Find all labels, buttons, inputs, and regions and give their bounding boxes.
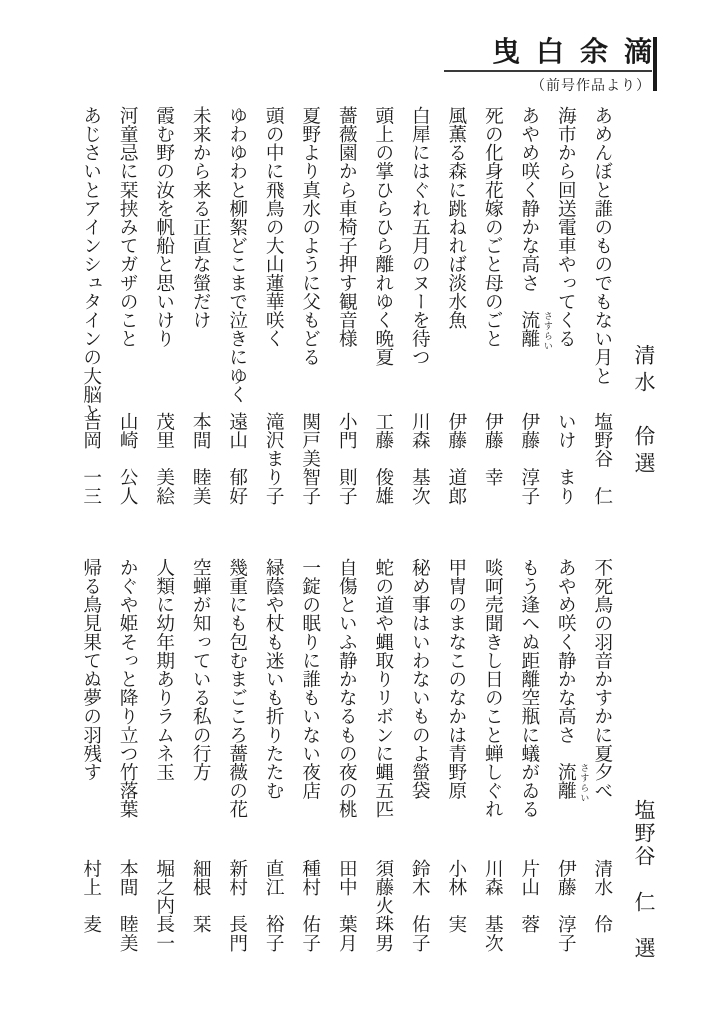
poem-entry xyxy=(520,558,540,1008)
poem-section-shionoya-jin xyxy=(65,558,655,1008)
poem-entry xyxy=(593,106,613,576)
poem-text: 頭上の掌ひらひら離れゆく晩夏 xyxy=(373,106,395,367)
poem-entry xyxy=(119,558,139,1008)
poem-author: 川森 基次 xyxy=(483,859,505,952)
poem-author: 遠山 郁好 xyxy=(227,412,249,505)
selector-name: 塩野谷 仁 選 xyxy=(632,799,655,960)
poem-author: 須藤火珠男 xyxy=(373,859,395,952)
poem-entry xyxy=(411,558,431,1008)
poem-text: あめんぼと誰のものでもない月と xyxy=(592,106,614,385)
poem-text: 薔薇園から車椅子押す観音様 xyxy=(337,106,359,348)
poem-author: 片山 蓉 xyxy=(519,859,541,934)
poem-entry xyxy=(301,106,321,576)
poem-author: 小門 則子 xyxy=(337,412,359,505)
furigana-text: さすらい xyxy=(579,763,590,803)
poem-text: 河童忌に栞挟みてガザのこと xyxy=(118,106,140,348)
poem-entry xyxy=(557,106,577,576)
poem-text: 啖呵売聞きし日のこと蝉しぐれ xyxy=(483,558,505,819)
poem-text: 帰る鳥見果てぬ夢の羽残す xyxy=(81,558,103,782)
poem-text: 秘め事はいわないものよ螢袋 xyxy=(410,558,432,800)
poem-text: 空蝉が知っている私の行方 xyxy=(191,558,213,782)
poem-author: 関戸美智子 xyxy=(300,412,322,505)
poem-text: 幾重にも包むまごころ薔薇の花 xyxy=(227,558,249,819)
poem-entry xyxy=(82,106,102,576)
poem-text: 頭の中に飛鳥の大山蓮華咲く xyxy=(264,106,286,348)
poem-author: 伊藤 淳子 xyxy=(556,859,578,952)
poem-author: 田中 葉月 xyxy=(337,859,359,952)
poem-text: 未来から来る正直な螢だけ xyxy=(191,106,213,330)
page-subtitle: （前号作品より） xyxy=(531,79,651,95)
poem-entry xyxy=(556,558,590,1008)
poem-text: 死の化身花嫁のごと母のごと xyxy=(483,106,505,348)
poem-entry xyxy=(484,106,504,576)
page-title: 曳白余滴 xyxy=(491,36,668,67)
poem-author: 伊藤 幸 xyxy=(483,412,505,487)
title-underline-rule xyxy=(444,70,652,72)
poem-text: 甲冑のまなこのなかは青野原 xyxy=(446,558,468,800)
poem-author: 種村 佑子 xyxy=(300,859,322,952)
poem-author: 吉岡 一三 xyxy=(81,412,103,505)
poem-text: 白犀にはぐれ五月のヌーを待つ xyxy=(410,106,432,367)
poem-text: あやめ咲く静かな高さ 流離 xyxy=(519,106,541,348)
selector-name: 清水 伶選 xyxy=(632,344,655,479)
poem-entry xyxy=(301,558,321,1008)
poem-author: いけ まり xyxy=(556,412,578,505)
poem-text: 人類に幼年期ありラムネ玉 xyxy=(154,558,176,782)
poem-text: 風薫る森に跳ねれば淡水魚 xyxy=(446,106,468,330)
poem-entry xyxy=(484,558,504,1008)
poem-text: 海市から回送電車やってくる xyxy=(556,106,578,348)
poem-text: 夏野より真水のように父もどる xyxy=(300,106,322,367)
poem-author: 滝沢まり子 xyxy=(264,412,286,505)
poem-entry xyxy=(593,558,613,1008)
poem-author: 伊藤 淳子 xyxy=(519,412,541,505)
poem-text: あやめ咲く静かな高さ 流離 xyxy=(556,558,578,800)
poem-text: ゆわゆわと柳絮どこまで泣きにゆく xyxy=(227,106,249,404)
poem-text: かぐや姫そっと降り立つ竹落葉 xyxy=(118,558,140,819)
poem-author: 鈴木 佑子 xyxy=(410,859,432,952)
poem-entry xyxy=(265,558,285,1008)
poem-text: 一錠の眠りに誰もいない夜店 xyxy=(300,558,322,800)
poem-entry xyxy=(228,106,248,576)
poem-entry xyxy=(155,558,175,1008)
poem-author: 伊藤 道郎 xyxy=(446,412,468,505)
poem-entry xyxy=(374,558,394,1008)
poem-author: 川森 基次 xyxy=(410,412,432,505)
poem-text: 緑蔭や杖も迷いも折りたたむ xyxy=(264,558,286,800)
poem-author: 塩野谷 仁 xyxy=(592,412,614,505)
poem-author: 工藤 俊雄 xyxy=(373,412,395,505)
poem-author: 小林 実 xyxy=(446,859,468,934)
poem-entry xyxy=(119,106,139,576)
poem-text: あじさいとアインシュタインの大脳と xyxy=(81,106,103,423)
poem-text: もう逢へぬ距離空瓶に蟻がゐる xyxy=(519,558,541,819)
poem-entry xyxy=(338,558,358,1008)
poem-entry xyxy=(338,106,358,576)
poem-text: 自傷といふ静かなるもの夜の桃 xyxy=(337,558,359,819)
poem-entry xyxy=(228,558,248,1008)
poem-entry xyxy=(519,106,553,576)
poem-entry xyxy=(155,106,175,576)
poem-entry xyxy=(192,106,212,576)
poem-entry xyxy=(265,106,285,576)
poem-author: 清水 伶 xyxy=(592,859,614,934)
poem-author: 本間 睦美 xyxy=(118,859,140,952)
poem-entry xyxy=(82,558,102,1008)
poem-author: 堀之内長一 xyxy=(154,859,176,952)
poem-author: 山崎 公人 xyxy=(118,412,140,505)
poem-entry xyxy=(374,106,394,576)
poem-author: 本間 睦美 xyxy=(191,412,213,505)
poem-entry xyxy=(192,558,212,1008)
poem-author: 細根 栞 xyxy=(191,859,213,934)
poem-text: 蛇の道や蝿取りリボンに蝿五匹 xyxy=(373,558,395,819)
poem-author: 茂里 美絵 xyxy=(154,412,176,505)
poem-entry xyxy=(447,558,467,1008)
poem-entry xyxy=(447,106,467,576)
poem-author: 直江 裕子 xyxy=(264,859,286,952)
poem-author: 村上 麦 xyxy=(81,859,103,934)
poem-text: 霞む野の汝を帆船と思いけり xyxy=(154,106,176,348)
furigana-text: さすらい xyxy=(542,311,553,351)
page-header xyxy=(444,36,668,95)
poem-author: 新村 長門 xyxy=(227,859,249,952)
poem-text: 不死鳥の羽音かすかに夏夕べ xyxy=(592,558,614,800)
poem-entry xyxy=(411,106,431,576)
poem-section-shimizu-rei xyxy=(65,106,655,576)
